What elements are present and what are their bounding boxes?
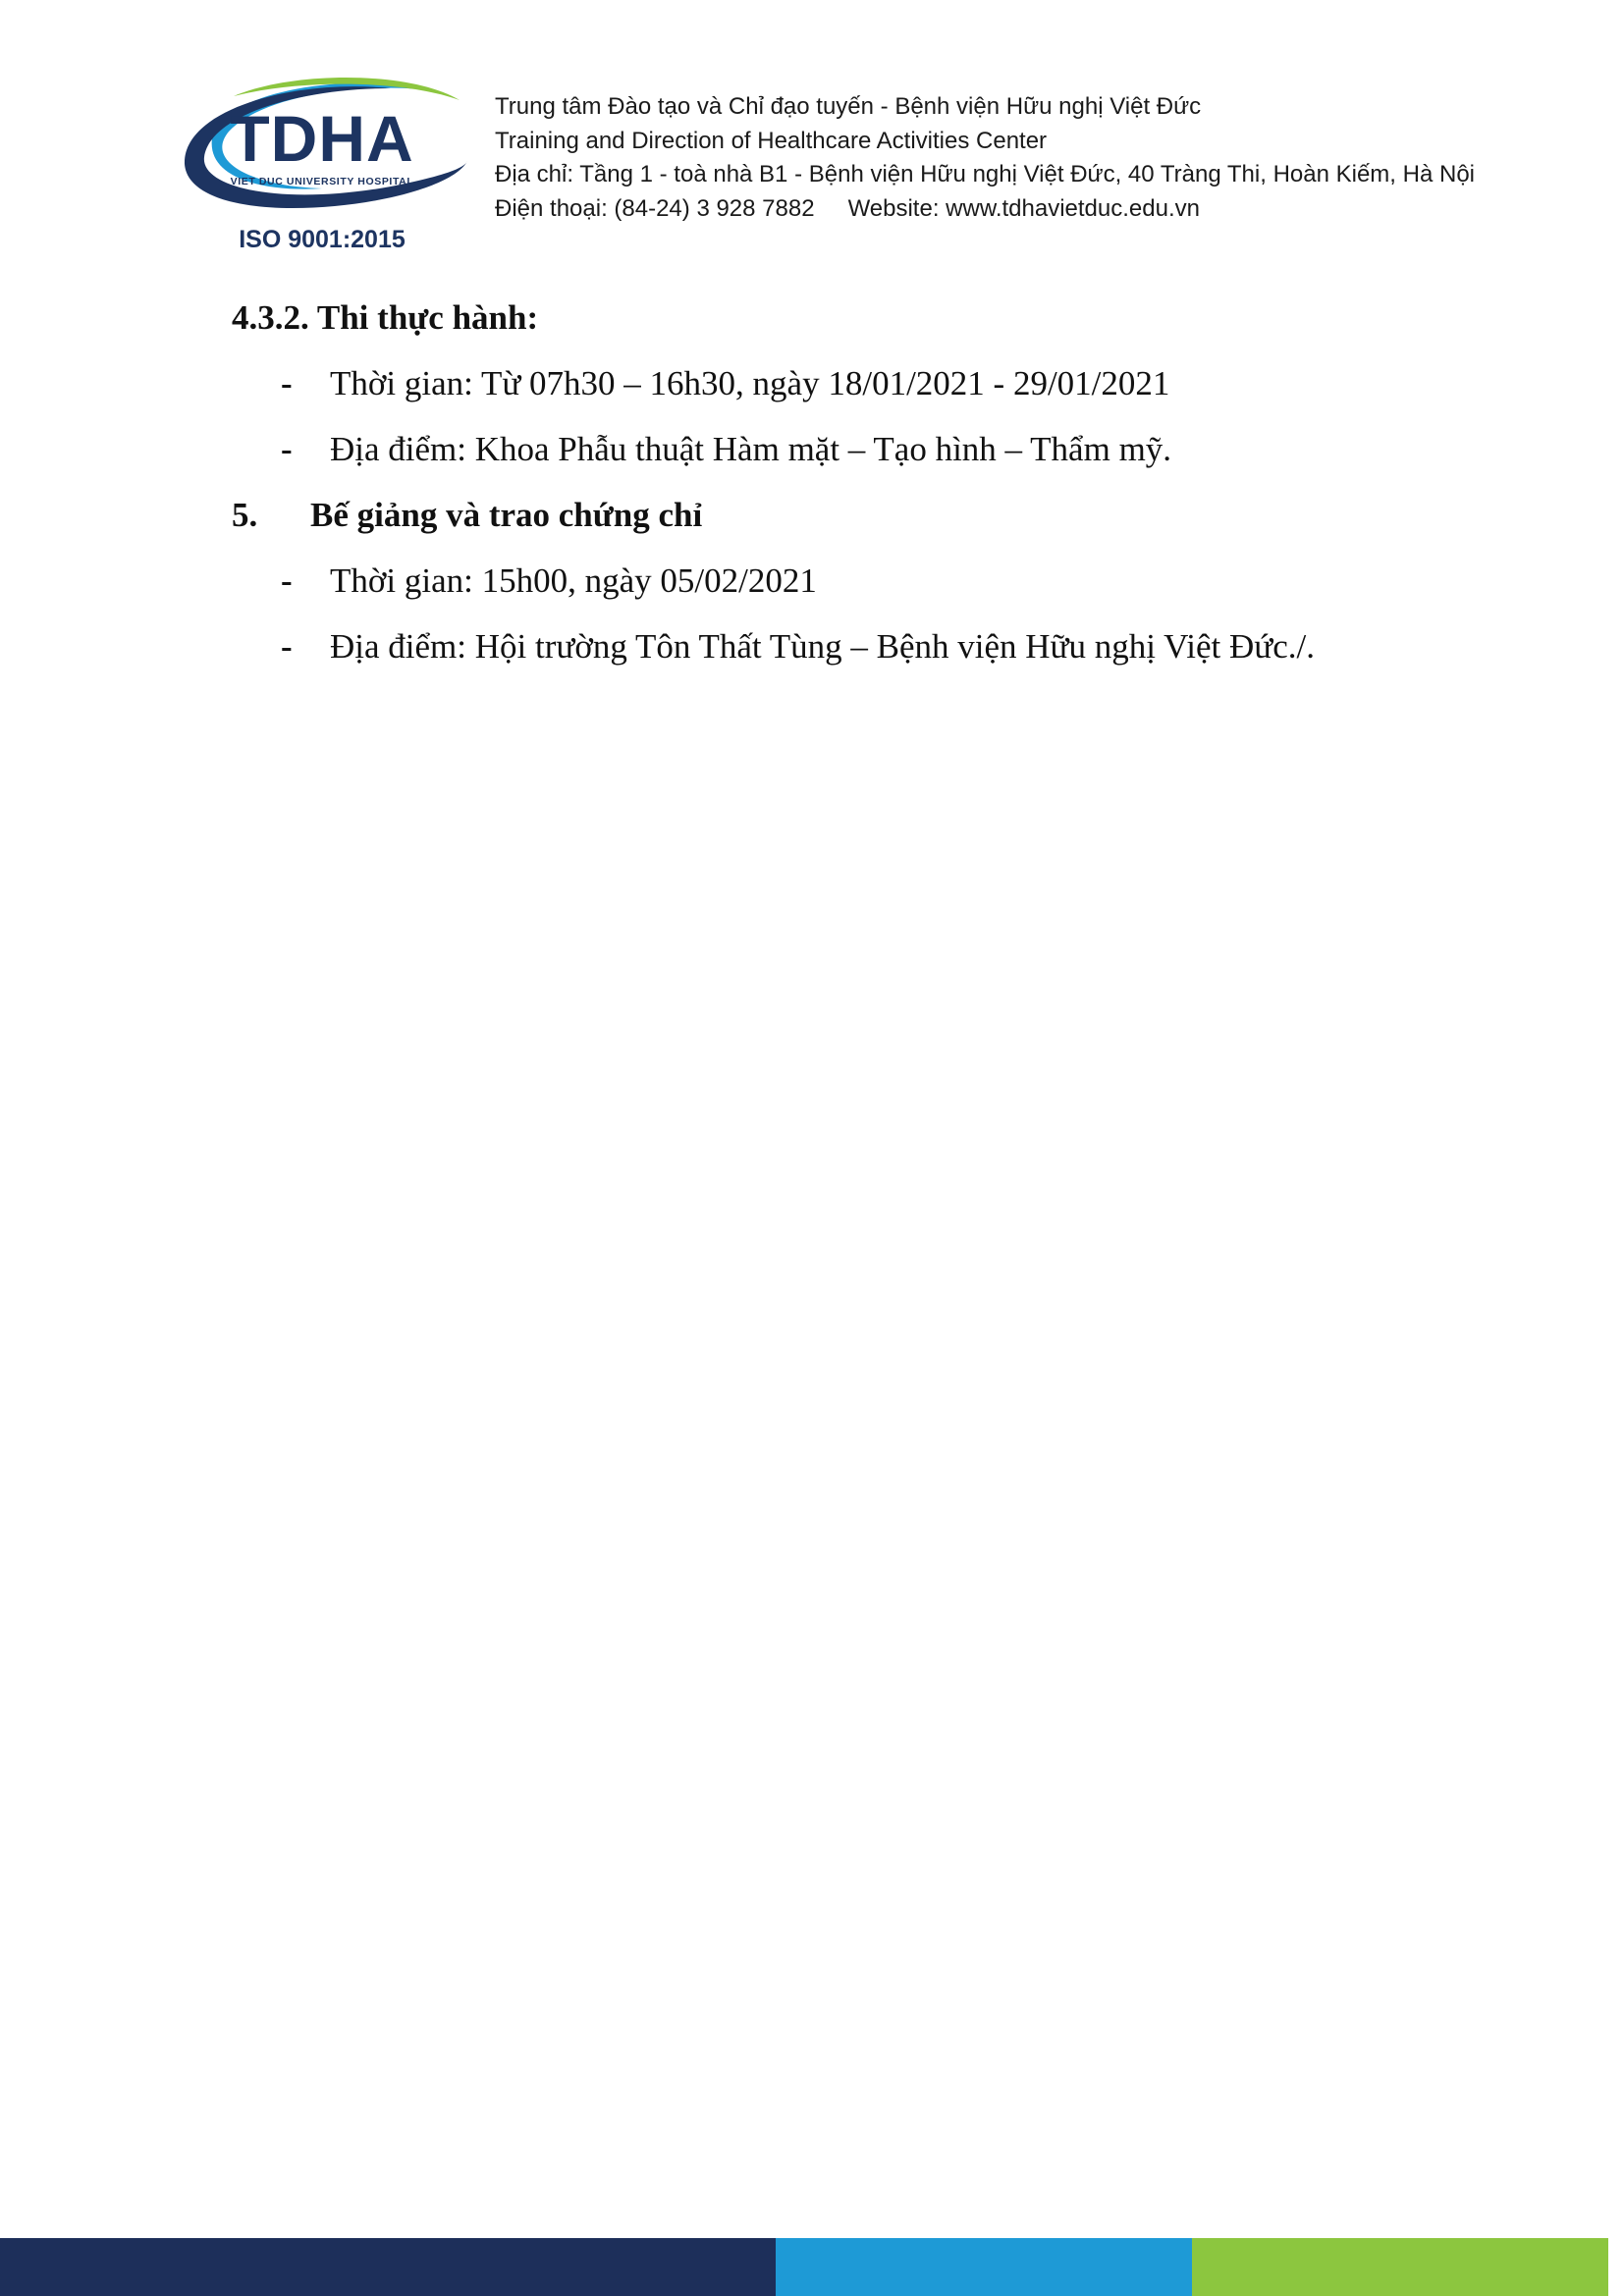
header-phone-website-row [495,192,1475,227]
document-body [232,285,1449,679]
section-title: Bế giảng và trao chứng chỉ [310,496,703,534]
section-number: 4.3.2. [232,298,309,337]
list-item [232,548,1449,614]
bullet-dash: - [281,627,293,666]
logo-brand-text: TDHA [230,102,414,175]
list-item [232,350,1449,416]
header-center-name-en: Training and Direction of Healthcare Activities Center [495,127,1048,154]
bullet-dash: - [281,430,293,468]
list-item-text: Địa điểm: Hội trường Tôn Thất Tùng – Bệnh viện Hữu nghị Việt Đức./. [330,627,1315,666]
tdha-logo [175,71,469,257]
footer-bar-green-segment [1192,2238,1608,2296]
section-heading-5 [232,482,1449,548]
header-contact-info [495,90,1475,226]
list-item-text: Thời gian: Từ 07h30 – 16h30, ngày 18/01/2021 - 29/01/2021 [330,364,1170,402]
section-title: Thi thực hành: [316,298,539,337]
list-item [232,416,1449,482]
list-item-text: Thời gian: 15h00, ngày 05/02/2021 [330,561,817,600]
logo-certification: ISO 9001:2015 [239,226,406,253]
header-center-name-vi: Trung tâm Đào tạo và Chỉ đạo tuyến - Bệnh viện Hữu nghị Việt Đức [495,93,1202,120]
header-phone: Điện thoại: (84-24) 3 928 7882 [495,194,815,222]
footer-bar-blue-segment [776,2238,1192,2296]
footer-bar-navy-segment [0,2238,776,2296]
section-number: 5. [232,496,258,534]
list-item-text: Địa điểm: Khoa Phẫu thuật Hàm mặt – Tạo hình – Thẩm mỹ. [330,430,1172,468]
header-website: Website: www.tdhavietduc.edu.vn [847,194,1200,222]
bullet-dash: - [281,364,293,402]
logo-tagline: VIET DUC UNIVERSITY HOSPITAL [230,176,414,187]
page-header [0,0,1624,265]
header-address: Địa chỉ: Tầng 1 - toà nhà B1 - Bệnh viện Hữu nghị Việt Đức, 40 Tràng Thi, Hoàn Kiếm, Hà Nội [495,161,1475,187]
section-heading-4-3-2 [232,285,1449,350]
list-item [232,614,1449,679]
bullet-dash: - [281,561,293,600]
footer-color-bar [0,2238,1624,2296]
